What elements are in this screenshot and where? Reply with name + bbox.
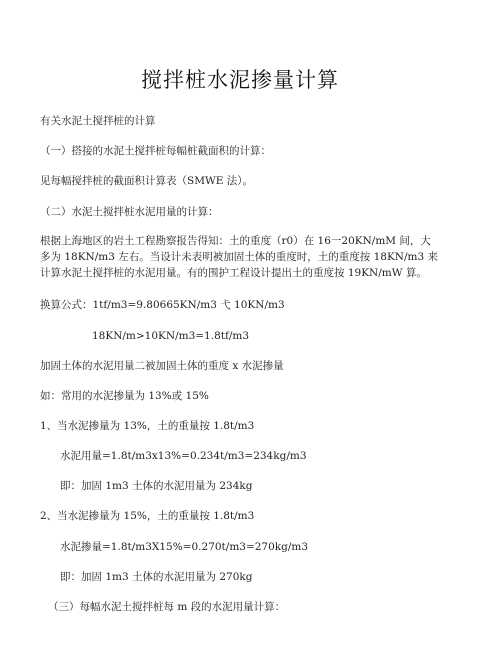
- subsection-heading: （一）搭接的水泥土搅拌桩每幅桩截面积的计算：: [40, 145, 271, 157]
- list-item: 1、当水泥掺量为 13%，土的重量按 1.8t/m3: [40, 420, 255, 432]
- paragraph: 加固土体的水泥用量二被加固土体的重度 x 水泥掺量: [40, 360, 284, 372]
- subsection-heading: （三）每幅水泥土搅拌桩每 m 段的水泥用量计算：: [48, 601, 286, 613]
- paragraph: 见每幅搅拌桩的截面积计算表（SMWE 法）。: [40, 175, 253, 187]
- formula-line: 水泥掺量=1.8t/m3X15%=0.270t/m3=270kg/m3: [60, 541, 309, 553]
- paragraph: 如：常用的水泥掺量为 13%或 15%: [40, 390, 209, 402]
- subsection-heading: （二）水泥土搅拌桩水泥用量的计算：: [40, 206, 219, 218]
- paragraph: 即：加固 1m3 土体的水泥用量为 234kg: [60, 480, 253, 492]
- formula-line: 换算公式：1tf/m3=9.80665KN/m3 弋 10KN/m3: [40, 299, 285, 311]
- paragraph: 即：加固 1m3 土体的水泥用量为 270kg: [60, 571, 253, 583]
- paragraph: 根据上海地区的岩土工程勘察报告得知：土的重度（r0）在 16一20KN/mM 间，大多为 18KN/m3 左右。当设计未表明被加固土体的重度时，土的重度按 18KN/m3 来计算水泥土搅拌桩的水泥用量。有的围护工程设计提出土的重度按 19KN/mW 算。: [40, 235, 438, 279]
- formula-line: 水泥用量=1.8t/m3x13%=0.234t/m3=234kg/m3: [60, 450, 307, 462]
- formula-line: 18KN/m>10KN/m3=1.8tf/m3: [92, 330, 250, 342]
- list-item: 2、当水泥掺量为 15%，土的重量按 1.8t/m3: [40, 510, 255, 522]
- document-title: 搅拌桩水泥掺量计算: [141, 68, 339, 92]
- section-heading: 有关水泥土搅拌桩的计算: [40, 115, 156, 127]
